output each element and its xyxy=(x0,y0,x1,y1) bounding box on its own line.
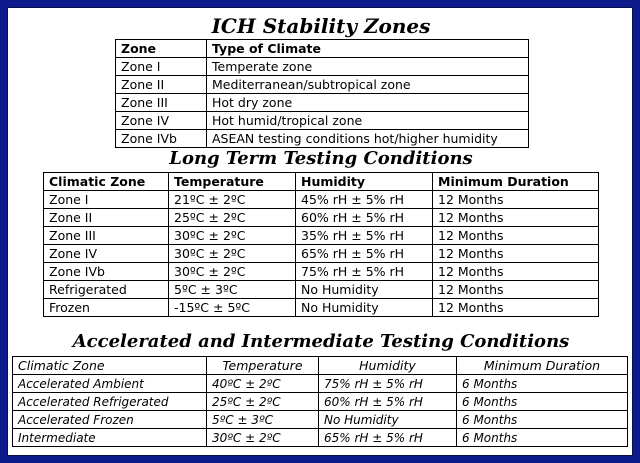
table-cell: 75% rH ± 5% rH xyxy=(319,375,457,393)
table-row xyxy=(44,209,599,227)
table-cell: Zone I xyxy=(116,58,207,76)
table-row xyxy=(13,429,628,447)
column-header: Temperature xyxy=(169,173,296,191)
table-row xyxy=(116,94,529,112)
table-cell: Mediterranean/subtropical zone xyxy=(207,76,529,94)
table-cell: 60% rH ± 5% rH xyxy=(319,393,457,411)
column-header: Humidity xyxy=(319,357,457,375)
table-cell: 6 Months xyxy=(457,411,628,429)
table-cell: 12 Months xyxy=(433,245,599,263)
table-cell: Frozen xyxy=(44,299,169,317)
table-cell: 30ºC ± 2ºC xyxy=(169,263,296,281)
table-cell: 25ºC ± 2ºC xyxy=(207,393,319,411)
stability-document xyxy=(7,7,633,456)
table-header-row xyxy=(116,40,529,58)
table-cell: Accelerated Frozen xyxy=(13,411,207,429)
table-cell: 21ºC ± 2ºC xyxy=(169,191,296,209)
long-term-title: Long Term Testing Conditions xyxy=(169,148,473,169)
table-cell: Zone IV xyxy=(44,245,169,263)
table-row xyxy=(44,191,599,209)
table-row xyxy=(44,281,599,299)
table-cell: 25ºC ± 2ºC xyxy=(169,209,296,227)
table-cell: 45% rH ± 5% rH xyxy=(296,191,433,209)
column-header: Climatic Zone xyxy=(13,357,207,375)
stability-zones-table xyxy=(115,39,529,148)
table-cell: 6 Months xyxy=(457,375,628,393)
table-cell: 30ºC ± 2ºC xyxy=(207,429,319,447)
table-cell: 12 Months xyxy=(433,299,599,317)
table-row xyxy=(13,375,628,393)
table-cell: Refrigerated xyxy=(44,281,169,299)
table-cell: 40ºC ± 2ºC xyxy=(207,375,319,393)
accelerated-table xyxy=(12,356,628,447)
table-cell: 12 Months xyxy=(433,263,599,281)
table-cell: No Humidity xyxy=(296,299,433,317)
table-cell: 12 Months xyxy=(433,209,599,227)
table-cell: 30ºC ± 2ºC xyxy=(169,227,296,245)
table-header-row xyxy=(13,357,628,375)
column-header: Humidity xyxy=(296,173,433,191)
table-cell: 65% rH ± 5% rH xyxy=(319,429,457,447)
table-cell: Zone III xyxy=(44,227,169,245)
table-cell: Hot humid/tropical zone xyxy=(207,112,529,130)
table-row xyxy=(44,299,599,317)
table-cell: Zone II xyxy=(44,209,169,227)
table-cell: 60% rH ± 5% rH xyxy=(296,209,433,227)
table-cell: Zone I xyxy=(44,191,169,209)
table-cell: No Humidity xyxy=(319,411,457,429)
table-cell: 5ºC ± 3ºC xyxy=(169,281,296,299)
table-row xyxy=(13,393,628,411)
table-cell: 12 Months xyxy=(433,281,599,299)
column-header: Zone xyxy=(116,40,207,58)
table-cell: Temperate zone xyxy=(207,58,529,76)
table-cell: Accelerated Refrigerated xyxy=(13,393,207,411)
table-row xyxy=(116,76,529,94)
column-header: Climatic Zone xyxy=(44,173,169,191)
table-header-row xyxy=(44,173,599,191)
table-cell: 35% rH ± 5% rH xyxy=(296,227,433,245)
table-cell: Hot dry zone xyxy=(207,94,529,112)
table-cell: 30ºC ± 2ºC xyxy=(169,245,296,263)
zones-title: ICH Stability Zones xyxy=(211,14,431,38)
table-cell: ASEAN testing conditions hot/higher humidity xyxy=(207,130,529,148)
table-cell: 6 Months xyxy=(457,393,628,411)
table-cell: Zone III xyxy=(116,94,207,112)
long-term-table xyxy=(43,172,599,317)
accelerated-title: Accelerated and Intermediate Testing Conditions xyxy=(72,331,570,352)
table-cell: 75% rH ± 5% rH xyxy=(296,263,433,281)
table-cell: -15ºC ± 5ºC xyxy=(169,299,296,317)
table-row xyxy=(44,263,599,281)
column-header: Minimum Duration xyxy=(433,173,599,191)
column-header: Temperature xyxy=(207,357,319,375)
table-cell: Zone II xyxy=(116,76,207,94)
table-cell: Accelerated Ambient xyxy=(13,375,207,393)
table-row xyxy=(13,411,628,429)
table-row xyxy=(116,112,529,130)
table-row xyxy=(44,245,599,263)
column-header: Type of Climate xyxy=(207,40,529,58)
column-header: Minimum Duration xyxy=(457,357,628,375)
table-cell: 5ºC ± 3ºC xyxy=(207,411,319,429)
table-cell: Intermediate xyxy=(13,429,207,447)
table-cell: 12 Months xyxy=(433,191,599,209)
table-row xyxy=(116,58,529,76)
table-cell: Zone IVb xyxy=(116,130,207,148)
table-row xyxy=(116,130,529,148)
table-cell: Zone IV xyxy=(116,112,207,130)
table-cell: No Humidity xyxy=(296,281,433,299)
table-cell: 6 Months xyxy=(457,429,628,447)
table-row xyxy=(44,227,599,245)
table-cell: Zone IVb xyxy=(44,263,169,281)
table-cell: 65% rH ± 5% rH xyxy=(296,245,433,263)
table-cell: 12 Months xyxy=(433,227,599,245)
